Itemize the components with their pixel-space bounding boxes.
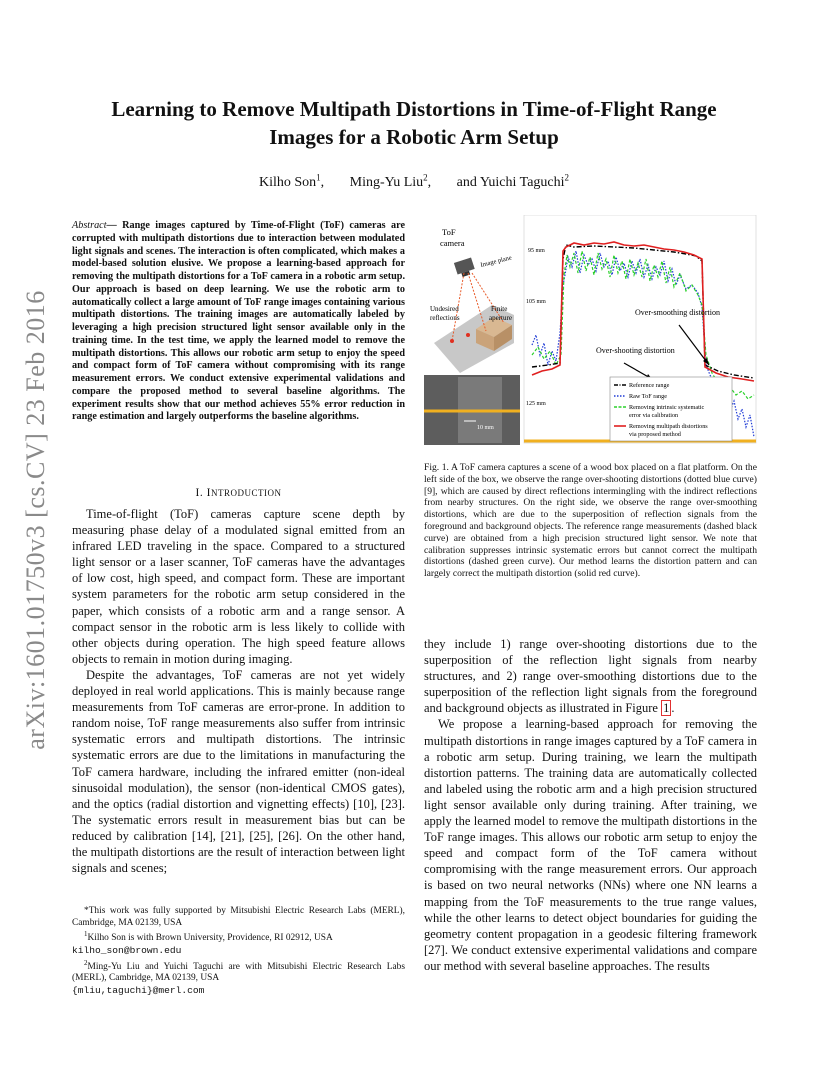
title-line: Learning to Remove Multipath Distortions in Time-of-Flight Range: [111, 97, 717, 121]
annotation-over-smoothing: Over-smoothing distortion: [635, 308, 720, 317]
legend-label-raw: Raw ToF range: [629, 393, 667, 400]
author: and Yuichi Taguchi$^2$: [456, 172, 570, 190]
finite-aperture-label-2: aperture: [489, 314, 512, 322]
section-heading-introduction: I. INTRODUCTION: [195, 487, 282, 499]
scale-bar-label: 10 mm: [477, 425, 494, 431]
title-line: Images for a Robotic Arm Setup: [269, 125, 559, 149]
legend-label-calibrated: error via calibration: [629, 412, 679, 419]
email: {mliu,taguchi}@merl.com: [72, 984, 205, 996]
footnote-affiliation-2: $^2$Ming-Yu Liu and Yuichi Taguchi are with Mitsubishi Electric Research Labs (MERL), Cambridge, MA 02139, USA {mliu,taguchi}@merl.com: [72, 958, 405, 996]
image-plane-label: Image plane: [479, 254, 513, 269]
paragraph: Despite the advantages, ToF cameras are not yet widely deployed in real world applications. This is mainly because range measurements from ToF cameras are error-prone. In addition to random noise, ToF range measurements also suffer from intrinsic systematic errors and multipath distortions. The intrinsic systematic errors are due to the limitations in manufacturing the ToF camera hardware, including the infrared emitter (non-ideal sinusoidal modulation), the sensor (non-identical CMOS gates), and the optics (radial distortion and vignetting effects) [10], [23]. The systematic errors result in measurement bias but can be reduced by calibration [14], [21], [25], [26]. On the other hand, the multipath distortions are the result of interaction between light signals and scenes;: [72, 667, 405, 876]
author-list: [70, 172, 758, 191]
chart-legend: [610, 377, 732, 441]
abstract-text: — Range images captured by Time-of-Flight (ToF) cameras are corrupted with multipath distortions due to interaction between modulated light signals and scenes. The interaction is often complicated, which makes a model-based solution elusive. We propose a learning-based approach for removing the multipath distortions for a ToF camera in a robotic arm setup. Our approach is based on deep learning. We use the robotic arm to automatically collect a large amount of ToF range images containing various multipath distortions. The training images are automatically labeled by leveraging a high precision structured light sensor available only in the training time. In the test time, we apply the learned model to remove the multipath distortions. This allows our robotic arm setup to enjoy the speed and compact form of ToF camera without compromising with its range measurement errors. We conduct extensive experimental validations and compare the proposed method to several baseline algorithms. The experiment results show that our method achieves 55% error reduction in range estimation and largely outperforms the baseline algorithms.: [72, 220, 405, 423]
figure-1: [424, 215, 758, 447]
y-tick-label: 105 mm: [526, 299, 546, 305]
tof-camera-label-1: ToF: [442, 227, 456, 237]
right-column-body: [424, 636, 757, 974]
arxiv-stamp: [14, 280, 58, 760]
author: Kilho Son$^1$,: [258, 172, 325, 190]
legend-label-proposed: Removing multipath distortions: [629, 423, 708, 430]
figure-reference-link[interactable]: 1: [663, 701, 670, 716]
legend-label-reference: Reference range: [629, 382, 670, 389]
footnotes: [72, 906, 405, 997]
y-tick-label: 95 mm: [528, 248, 545, 254]
legend-label-calibrated: Removing intrinsic systematic: [629, 404, 705, 411]
email: kilho_son@brown.edu: [72, 944, 182, 956]
paragraph: Time-of-flight (ToF) cameras capture scene depth by measuring phase delay of a modulated signal emitted from an infrared LED traveling in the space. Compared to a structured light sensor or a laser scanner, ToF cameras have the advantages of low cost, high speed, and compact form. These are important system parameters for the robotic arm setup considered in the paper, which consists of a robotic arm and a range sensor. A compact sensor in the robotic arm is less likely to collide with other objects during operation. The high speed feature allows objects to remain in motion during imaging.: [72, 507, 405, 666]
left-column-body: [72, 506, 405, 876]
paper-title: [70, 95, 758, 151]
undesired-reflections-label-2: reflections: [430, 314, 460, 322]
author: Ming-Yu Liu$^2$,: [349, 172, 432, 190]
figure-1-graphic: [424, 215, 758, 447]
camera-body-icon: [454, 257, 476, 278]
footnote-affiliation-1: $^1$Kilho Son is with Brown University, Providence, RI 02912, USA kilho_son@brown.edu: [72, 930, 333, 956]
abstract-label: Abstract: [72, 220, 107, 231]
tof-diagram: [424, 227, 520, 445]
paragraph: We propose a learning-based approach for removing the multipath distortions in range images captured by a ToF camera in a robotic arm setup. During training, we learn the multipath distortion patterns. The training data are automatically collected and labeled using the robotic arm and a high precision structured light sensor available only during training. After training, we apply the learned model to remove the multipath distortions in the ToF range images. This allows our robotic arm setup to enjoy the speed and compact form of the ToF camera without compromising with the range measurement errors. Our approach is based on two neural networks (NNs) where one NN learns a mapping from the ToF measurements to the true range values, while the other learns to detect object boundaries for guiding the geometry content propagation in a geodesic filtering framework [27]. We conduct extensive experimental validations and compare our method with several baseline approaches. The results: [424, 717, 757, 973]
range-profile-chart: [524, 215, 756, 443]
legend-label-proposed: via proposed method: [629, 431, 681, 438]
abstract: [72, 220, 405, 424]
y-tick-label: 125 mm: [526, 401, 546, 407]
finite-aperture-label-1: Finite: [491, 305, 508, 313]
arxiv-identifier: arXiv:1601.01750v3 [cs.CV] 23 Feb 2016: [21, 290, 50, 750]
figure-1-caption: Fig. 1. A ToF camera captures a scene of a wood box placed on a flat platform. On the left side of the box, we observe the range over-shooting distortions (dotted blue curve) [9], which are caused by direct reflections intermingling with the indirect reflections from nearby structures. On the right side, we observe the range over-smoothing distortions, which are due to the superposition of reflection signals from the foreground and background objects. The reference range measurements (dashed black curve) are obtained from a high precision structured light sensor. We note that calibration suppresses intrinsic systematic errors but cannot correct the multipath distortions (dashed green curve). Our method learns the distortion pattern and can largely correct the multipath distortion (solid red curve).: [424, 462, 757, 580]
annotation-over-shooting: Over-shooting distortion: [596, 346, 675, 355]
paragraph: they include 1) range over-shooting distortions due to the superposition of the reflection light signals from nearby structures, and 2) range over-smoothing distortions due to the superposition of the reflection light signals from the foreground and background objects as illustrated in Figure 1 .: [424, 637, 757, 716]
footnote-funding: *This work was fully supported by Mitsubishi Electric Research Labs (MERL), Cambridge, MA 02139, USA: [72, 906, 405, 928]
tof-camera-label-2: camera: [440, 238, 465, 248]
undesired-reflections-label-1: Undesired: [430, 305, 459, 313]
